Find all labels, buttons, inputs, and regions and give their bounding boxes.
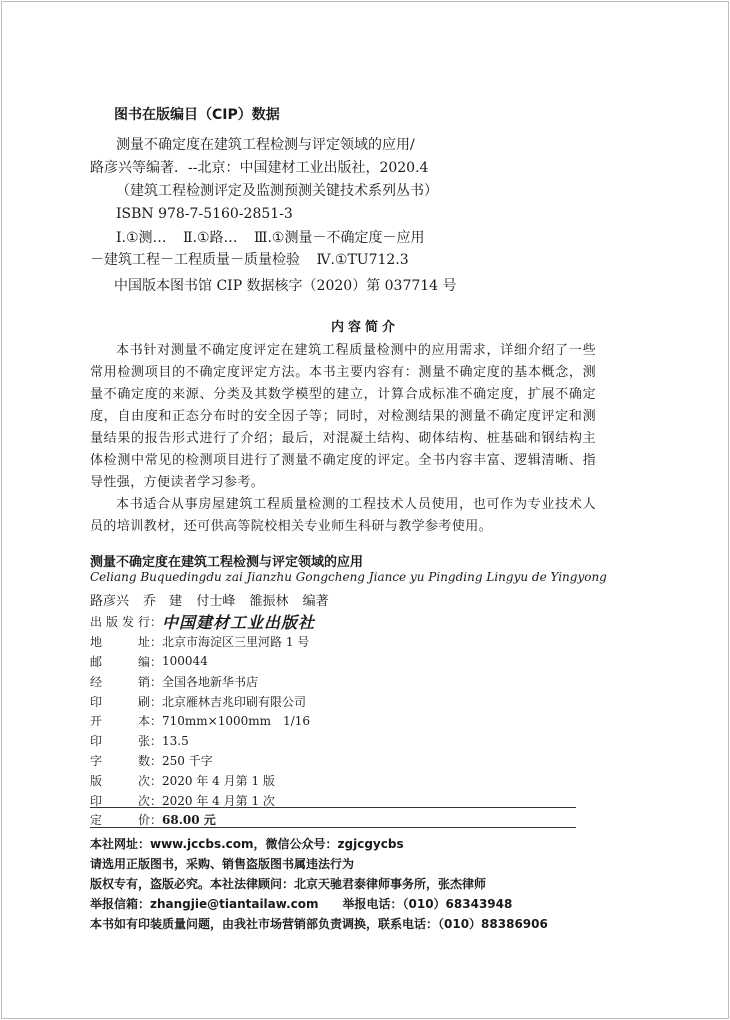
- spec-value: 北京市海淀区三里河路 1 号: [162, 635, 310, 650]
- divider: [90, 827, 576, 828]
- spec-value: 250 千字: [162, 753, 213, 768]
- spec-label: 印 刷: [90, 694, 150, 709]
- book-title: 测量不确定度在建筑工程检测与评定领域的应用: [90, 555, 364, 570]
- spec-value: 68.00 元: [162, 813, 216, 828]
- footer-website: 本社网址：www.jccbs.com，微信公众号：zgjcgycbs: [90, 837, 404, 851]
- spec-value: 2020 年 4 月第 1 版: [162, 773, 275, 788]
- publisher-logo: 中国建材工业出版社: [162, 613, 316, 633]
- spec-row: 地 址 ： 北京市海淀区三里河路 1 号: [90, 635, 310, 650]
- summary-body: [90, 340, 596, 538]
- spec-label: 版 次: [90, 773, 150, 788]
- summary-title: 内容简介: [330, 320, 399, 335]
- spec-label: 开 本: [90, 714, 150, 729]
- spec-value: 13.5: [162, 733, 189, 748]
- spec-value: 710mm×1000mm 1/16: [162, 714, 310, 729]
- classification-line: －建筑工程－工程质量－质量检验 Ⅳ.①TU712.3: [90, 252, 409, 268]
- summary-paragraph: 本书针对测量不确定度评定在建筑工程质量检测中的应用需求，详细介绍了一些常用检测项目的不确定度评定方法。本书主要内容有：测量不确定度的基本概念，测量不确定度的来源、分类及其数学模型的建立，计算合成标准不确定度，扩展不确定度，自由度和正态分布时的安全因子等；同时，对检测结果的测量不确定度评定和测量结果的报告形式进行了介绍；最后，对混凝土结构、砌体结构、桩基础和钢结构主体检测中常见的检测项目进行了测量不确定度的评定。全书内容丰富、逻辑清晰、指导性强，方便读者学习参考。: [90, 343, 596, 490]
- publisher-footer: [90, 834, 548, 934]
- footer-report: 举报信箱：zhangjie@tiantailaw.com 举报电话：（010）68343948: [90, 897, 513, 911]
- book-pinyin: Celiang Buquedingdu zai Jianzhu Gongcheng Jiance yu Pingding Lingyu de Yingyong: [90, 570, 607, 584]
- spec-label: 印 张: [90, 734, 150, 749]
- author: 乔 建: [143, 594, 183, 609]
- cip-line: 路彦兴等编著．--北京：中国建材工业出版社，2020.4: [90, 160, 429, 176]
- spec-row: 印 刷 ： 北京雁林吉兆印刷有限公司: [90, 694, 307, 709]
- cip-number: 中国版本图书馆 CIP 数据核字（2020）第 037714 号: [114, 278, 457, 294]
- spec-row: 定 价 ： 68.00 元: [90, 813, 216, 828]
- spec-row: 邮 编 ： 100044: [90, 654, 208, 669]
- classification-line: Ⅰ.①测… Ⅱ.①路… Ⅲ.①测量－不确定度－应用: [116, 230, 425, 246]
- summary-paragraph: 本书适合从事房屋建筑工程质量检测的工程技术人员使用，也可作为专业技术人员的培训教材，还可供高等院校相关专业师生科研与教学参考使用。: [90, 497, 596, 534]
- spec-label: 印 次: [90, 793, 150, 808]
- cip-heading: 图书在版编目（CIP）数据: [114, 107, 280, 123]
- spec-row: 印 次 ： 2020 年 4 月第 1 次: [90, 793, 275, 808]
- spec-value: 100044: [162, 654, 208, 669]
- author: 雒振林: [249, 594, 289, 609]
- cip-line: 测量不确定度在建筑工程检测与评定领域的应用/: [116, 137, 415, 153]
- divider: [90, 807, 576, 808]
- spec-row: 版 次 ： 2020 年 4 月第 1 版: [90, 773, 275, 788]
- cip-isbn: ISBN 978-7-5160-2851-3: [116, 206, 293, 222]
- spec-label: 经 销: [90, 674, 150, 689]
- spec-value: 北京雁林吉兆印刷有限公司: [162, 694, 307, 709]
- spec-label: 出 版 发 行: [90, 615, 150, 630]
- footer-rights: 版权专有，盗版必究。本社法律顾问：北京天驰君泰律师事务所，张杰律师: [90, 877, 487, 891]
- cip-classification: [90, 227, 424, 271]
- author: 付士峰: [196, 594, 236, 609]
- author: 路彦兴: [90, 594, 130, 609]
- spec-value: 2020 年 4 月第 1 次: [162, 793, 275, 808]
- book-authors: [90, 590, 339, 609]
- footer-notice: 请选用正版图书，采购、销售盗版图书属违法行为: [90, 857, 355, 871]
- spec-value: 全国各地新华书店: [162, 674, 259, 689]
- spec-label: 邮 编: [90, 654, 150, 669]
- spec-row: 字 数 ： 250 千字: [90, 753, 213, 768]
- spec-row: 印 张 ： 13.5: [90, 733, 189, 749]
- author-role: 编著: [302, 594, 329, 609]
- cip-record: [90, 134, 438, 226]
- spec-row: 出 版 发 行 ： 中国建材工业出版社: [90, 612, 315, 632]
- spec-row: 经 销 ： 全国各地新华书店: [90, 674, 259, 689]
- publication-specs: [90, 612, 315, 830]
- cip-line: （建筑工程检测评定及监测预测关键技术系列丛书）: [116, 183, 438, 199]
- spec-label: 地 址: [90, 635, 150, 650]
- spec-row: 开 本 ： 710mm×1000mm 1/16: [90, 714, 310, 729]
- footer-quality: 本书如有印装质量问题，由我社市场营销部负责调换，联系电话：（010）88386906: [90, 917, 548, 931]
- spec-label: 字 数: [90, 753, 150, 768]
- spec-label: 定 价: [90, 813, 150, 828]
